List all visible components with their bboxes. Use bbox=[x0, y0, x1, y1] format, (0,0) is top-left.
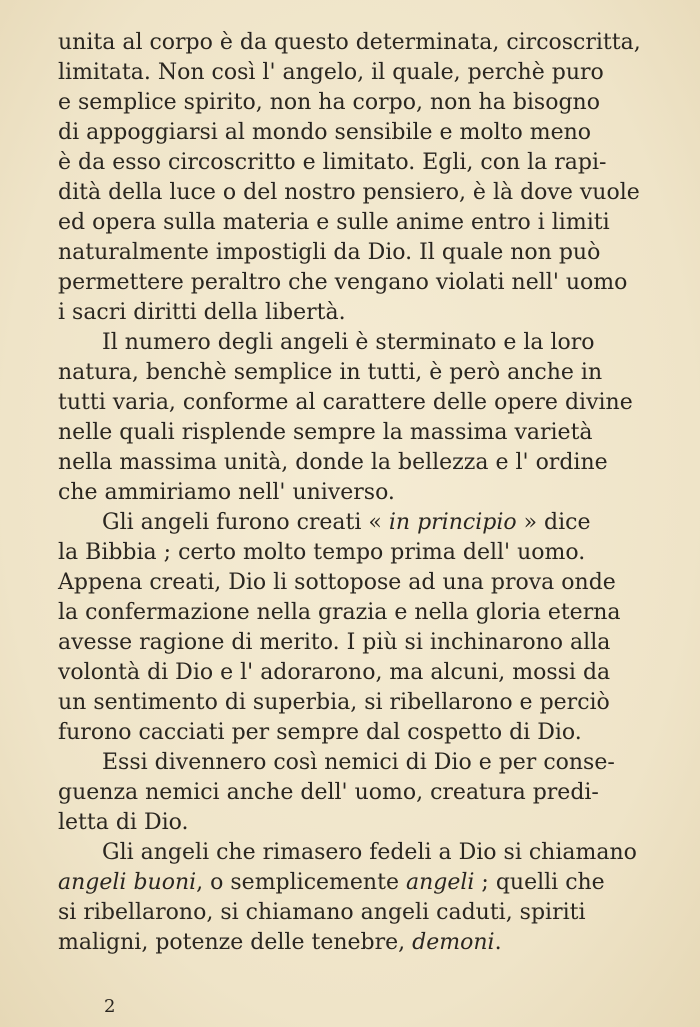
text-line bbox=[58, 88, 610, 118]
text-line bbox=[58, 628, 610, 658]
text-line bbox=[58, 748, 615, 778]
italic-run: in principio bbox=[388, 510, 517, 535]
text-run: un sentimento di superbia, si ribellarono e perciò bbox=[58, 690, 610, 715]
text-line bbox=[58, 868, 610, 898]
text-run: Appena creati, Dio li sottopose ad una prova onde bbox=[58, 570, 616, 595]
italic-run: demoni bbox=[412, 930, 495, 955]
body-text bbox=[58, 28, 641, 958]
text-line bbox=[58, 208, 610, 238]
text-run: Il numero degli angeli è sterminato e la loro bbox=[102, 330, 595, 355]
text-run: è da esso circoscritto e limitato. Egli, con la rapi- bbox=[58, 150, 607, 175]
text-line bbox=[58, 718, 610, 748]
text-run: » dice bbox=[516, 510, 591, 535]
text-line bbox=[58, 508, 610, 538]
paragraph bbox=[58, 28, 641, 328]
text-run: unita al corpo è da questo determinata, circoscritta, bbox=[58, 30, 641, 55]
text-line bbox=[58, 178, 640, 208]
text-run: la Bibbia ; certo molto tempo prima dell' uomo. bbox=[58, 540, 586, 565]
text-line bbox=[58, 298, 610, 328]
text-line bbox=[58, 808, 610, 838]
text-line bbox=[58, 148, 610, 178]
text-line bbox=[58, 238, 610, 268]
text-line bbox=[58, 388, 633, 418]
text-line bbox=[58, 58, 610, 88]
text-run: Essi divennero così nemici di Dio e per conse- bbox=[102, 750, 615, 775]
italic-run: angeli buoni bbox=[58, 870, 197, 895]
paragraph bbox=[58, 748, 615, 838]
text-line bbox=[58, 688, 610, 718]
text-line bbox=[58, 268, 628, 298]
text-run: avesse ragione di merito. I più si inchinarono alla bbox=[58, 630, 611, 655]
text-line bbox=[58, 928, 610, 958]
text-run: volontà di Dio e l' adorarono, ma alcuni, mossi da bbox=[58, 660, 611, 685]
text-line bbox=[58, 838, 637, 868]
text-run: e semplice spirito, non ha corpo, non ha bisogno bbox=[58, 90, 600, 115]
text-run: i sacri diritti della libertà. bbox=[58, 300, 346, 325]
text-run: limitata. Non così l' angelo, il quale, perchè puro bbox=[58, 60, 604, 85]
text-line bbox=[58, 28, 641, 58]
text-run: . bbox=[494, 930, 502, 955]
text-line bbox=[58, 358, 610, 388]
text-run: Gli angeli furono creati « bbox=[102, 510, 389, 535]
text-run: tutti varia, conforme al carattere delle opere divine bbox=[58, 390, 633, 415]
text-run: , o semplicemente bbox=[196, 870, 406, 895]
text-run: che ammiriamo nell' universo. bbox=[58, 480, 395, 505]
text-run: ed opera sulla materia e sulle anime entro i limiti bbox=[58, 210, 610, 235]
text-line bbox=[58, 418, 610, 448]
text-line bbox=[58, 478, 610, 508]
page-number: 2 bbox=[104, 996, 116, 1017]
text-run: furono cacciati per sempre dal cospetto di Dio. bbox=[58, 720, 582, 745]
text-run: nelle quali risplende sempre la massima varietà bbox=[58, 420, 593, 445]
text-run: maligni, potenze delle tenebre, bbox=[58, 930, 413, 955]
text-run: natura, benchè semplice in tutti, è però anche in bbox=[58, 360, 603, 385]
text-run: guenza nemici anche dell' uomo, creatura predi- bbox=[58, 780, 599, 805]
text-line bbox=[58, 538, 610, 568]
paragraph bbox=[58, 508, 621, 748]
paragraph bbox=[58, 328, 633, 508]
text-line bbox=[58, 658, 610, 688]
text-run: di appoggiarsi al mondo sensibile e molto meno bbox=[58, 120, 592, 145]
text-run: Gli angeli che rimasero fedeli a Dio si chiamano bbox=[102, 840, 637, 865]
text-run: letta di Dio. bbox=[58, 810, 189, 835]
text-run: dità della luce o del nostro pensiero, è là dove vuole bbox=[58, 180, 640, 205]
italic-run: angeli bbox=[405, 870, 475, 895]
paragraph bbox=[58, 838, 637, 958]
text-line bbox=[58, 598, 621, 628]
text-line bbox=[58, 898, 610, 928]
text-run: nella massima unità, donde la bellezza e l' ordine bbox=[58, 450, 608, 475]
text-line bbox=[58, 448, 610, 478]
text-line bbox=[58, 118, 610, 148]
text-line bbox=[58, 778, 610, 808]
text-run: ; quelli che bbox=[474, 870, 605, 895]
text-run: la confermazione nella grazia e nella gloria eterna bbox=[58, 600, 621, 625]
text-run: permettere peraltro che vengano violati nell' uomo bbox=[58, 270, 628, 295]
text-run: naturalmente impostigli da Dio. Il quale non può bbox=[58, 240, 601, 265]
text-line bbox=[58, 328, 610, 358]
text-run: si ribellarono, si chiamano angeli caduti, spiriti bbox=[58, 900, 586, 925]
text-line bbox=[58, 568, 616, 598]
